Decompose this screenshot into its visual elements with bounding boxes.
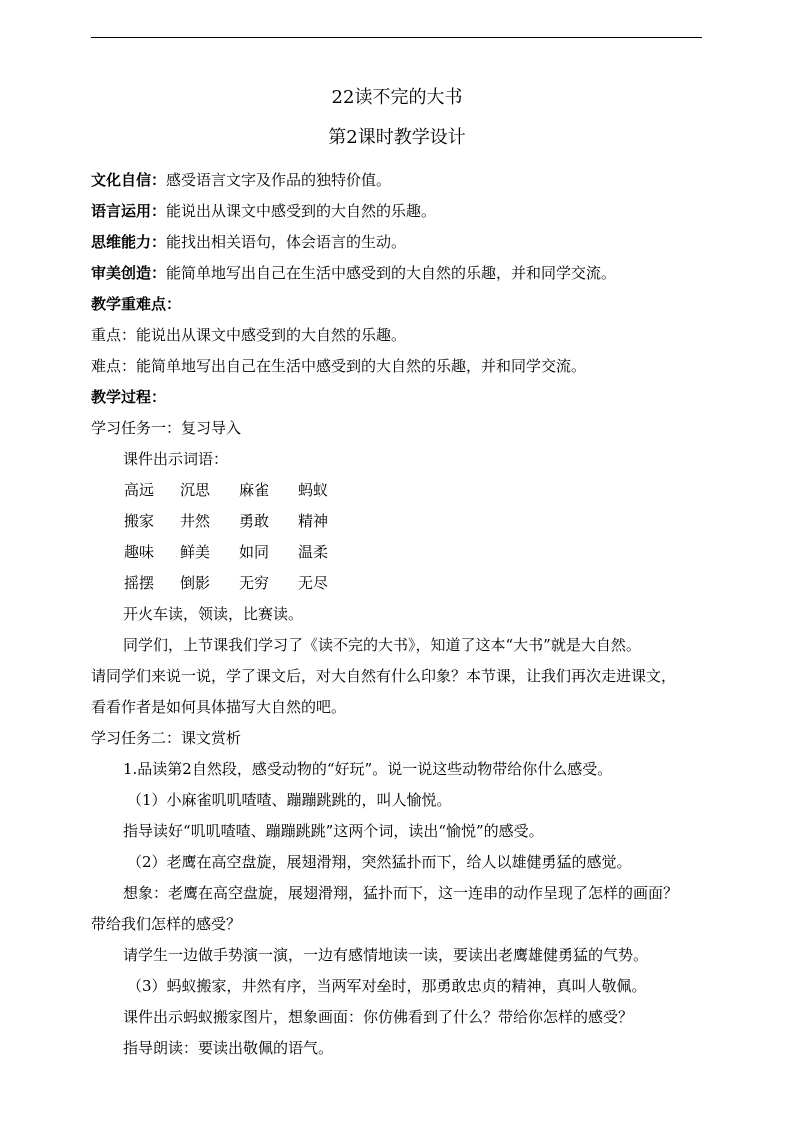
goal-text: 能说出从课文中感受到的大自然的乐趣。 (166, 202, 437, 220)
goal-label: 语言运用： (91, 202, 167, 220)
task2-eagle-imagine: 想象：老鹰在高空盘旋，展翅滑翔，猛扑而下，这一连串的动作呈现了怎样的画面？ (123, 884, 679, 902)
goal-text: 感受语言文字及作品的独特价值。 (166, 171, 392, 189)
header-rule (91, 37, 702, 38)
word: 井然 (180, 512, 211, 530)
word: 麻雀 (239, 481, 270, 499)
task2-heading: 学习任务二：课文赏析 (91, 729, 242, 747)
para-line: 同学们，上节课我们学习了《读不完的大书》，知道了这本“大书”就是大自然。 (123, 636, 641, 654)
para-line: 看看作者是如何具体描写大自然的吧。 (91, 698, 347, 716)
word: 沉思 (180, 481, 211, 499)
task1-intro: 课件出示词语： (123, 450, 229, 468)
word: 温柔 (298, 543, 329, 561)
process-heading: 教学过程： (91, 388, 167, 406)
word-row (124, 480, 357, 500)
para-line: 请同学们来说一说，学了课文后，对大自然有什么印象？本节课，让我们再次走进课文， (91, 667, 677, 685)
goal-label: 思维能力： (91, 233, 167, 251)
task2-ant-guide: 指导朗读：要读出敬佩的语气。 (123, 1039, 334, 1057)
word: 精神 (298, 512, 329, 530)
task2-eagle-act: 请学生一边做手势演一演，一边有感情地读一读，要读出老鹰雄健勇猛的气势。 (123, 946, 649, 964)
word-row (124, 573, 357, 593)
goal-aesthetic (91, 263, 616, 283)
word: 摇摆 (124, 574, 155, 592)
task2-eagle: （2）老鹰在高空盘旋，展翅滑翔，突然猛扑而下，给人以雄健勇猛的感觉。 (127, 853, 632, 871)
word: 高远 (124, 481, 155, 499)
task2-item1: 1.品读第2自然段，感受动物的“好玩”。说一说这些动物带给你什么感受。 (123, 760, 613, 778)
document-title: 22读不完的大书 (331, 87, 463, 108)
goal-text: 能简单地写出自己在生活中感受到的大自然的乐趣，并和同学交流。 (166, 264, 617, 282)
document-subtitle: 第2课时教学设计 (328, 127, 466, 148)
goal-label: 审美创造： (91, 264, 167, 282)
goal-culture (91, 170, 391, 190)
key-heading: 教学重难点： (91, 295, 182, 313)
goal-language (91, 201, 436, 221)
word: 无尽 (298, 574, 329, 592)
word: 鲜美 (180, 543, 211, 561)
word: 倒影 (180, 574, 211, 592)
word: 如同 (239, 543, 270, 561)
task2-sparrow-guide: 指导读好“叽叽喳喳、蹦蹦跳跳”这两个词，读出“愉悦”的感受。 (123, 822, 544, 840)
task1-heading: 学习任务一：复习导入 (91, 419, 242, 437)
goal-label: 文化自信： (91, 171, 167, 189)
task1-reading: 开火车读，领读，比赛读。 (123, 605, 304, 623)
goal-thinking (91, 232, 406, 252)
task2-sparrow: （1）小麻雀叽叽喳喳、蹦蹦跳跳的，叫人愉悦。 (127, 791, 452, 809)
word: 勇敢 (239, 512, 270, 530)
key-point: 重点：能说出从课文中感受到的大自然的乐趣。 (91, 326, 407, 344)
word: 无穷 (239, 574, 270, 592)
word: 趣味 (124, 543, 155, 561)
goal-text: 能找出相关语句，体会语言的生动。 (166, 233, 407, 251)
word: 蚂蚁 (298, 481, 329, 499)
task2-ant-picture: 课件出示蚂蚁搬家图片，想象画面：你仿佛看到了什么？带给你怎样的感受？ (123, 1008, 634, 1026)
word-row (124, 542, 357, 562)
word-row (124, 511, 357, 531)
word: 搬家 (124, 512, 155, 530)
difficult-point: 难点：能简单地写出自己在生活中感受到的大自然的乐趣，并和同学交流。 (91, 357, 587, 375)
task2-eagle-imagine-cont: 带给我们怎样的感受？ (91, 915, 242, 933)
task2-ant: （3）蚂蚁搬家，井然有序，当两军对垒时，那勇敢忠贞的精神，真叫人敬佩。 (127, 977, 647, 995)
